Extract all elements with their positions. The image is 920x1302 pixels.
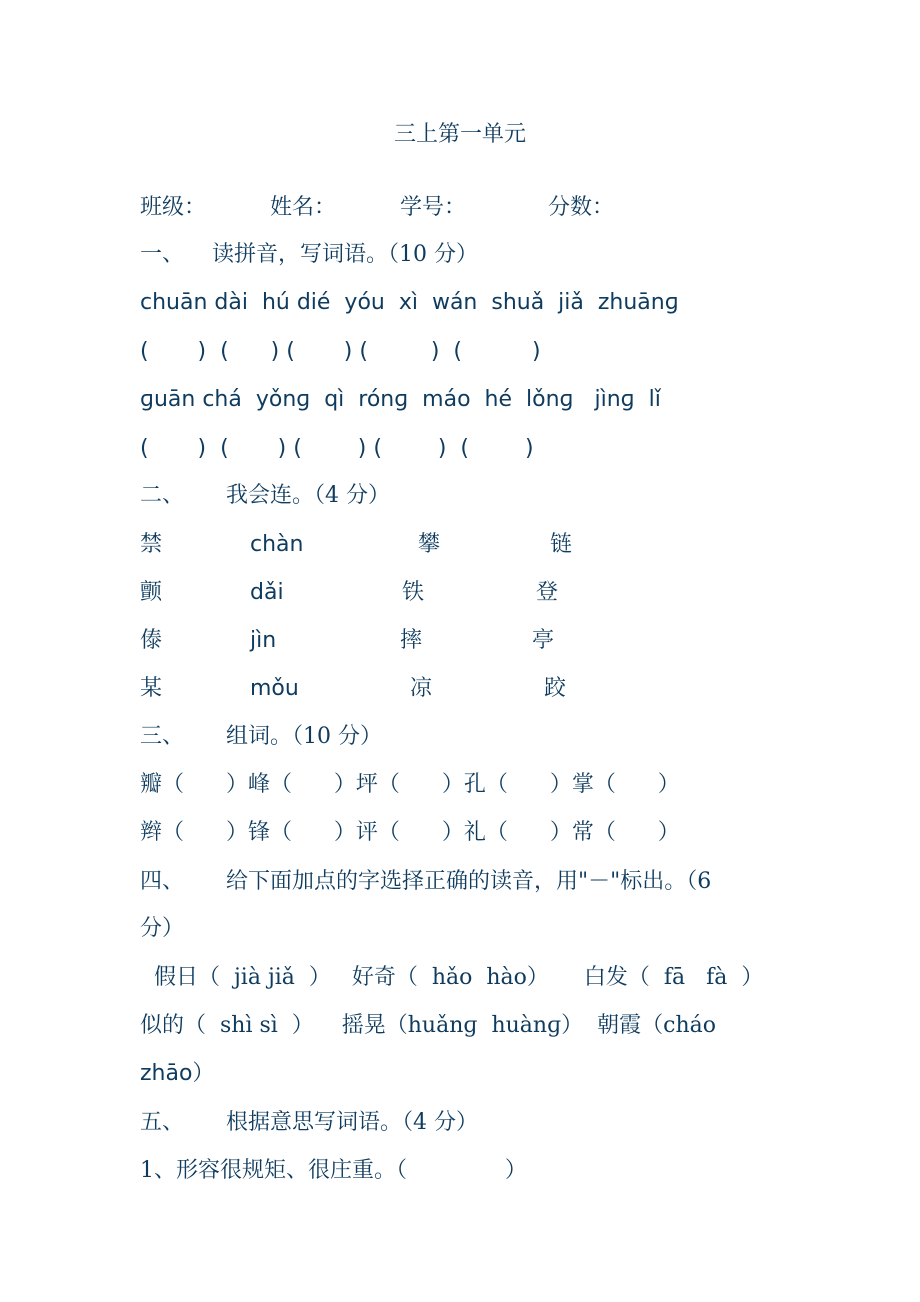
match-col4-item: 登 [536, 580, 559, 605]
id-label: 学号： [400, 195, 467, 220]
match-col3-item: 铁 [402, 580, 425, 605]
match-col3-item: 攀 [418, 532, 441, 557]
section4-row2: 似的（ shì sì ） 摇晃（huǎnɡ huànɡ） 朝霞（cháo [140, 1013, 716, 1038]
match-col2-item: dǎi [250, 580, 284, 605]
section4-row3: zhāo） [140, 1061, 215, 1086]
section4-row1: 假日（ jià jiǎ ） 好奇（ hǎo hào） 白发（ fā fà ） [140, 965, 764, 990]
match-col2-item: mǒu [250, 676, 299, 701]
match-col1-item: 某 [140, 676, 163, 701]
class-label: 班级： [140, 195, 207, 220]
match-col4-item: 跤 [544, 676, 567, 701]
section1-blanks-row1: ( ) ( ) ( ) ( ) ( ) [140, 339, 541, 364]
section5-item1: 1、形容很规矩、很庄重。（ ） [140, 1158, 527, 1183]
match-col1-item: 禁 [140, 532, 163, 557]
match-col4-item: 亭 [532, 628, 555, 653]
score-label: 分数： [548, 195, 615, 220]
match-col1-item: 傣 [140, 628, 163, 653]
section1-pinyin-row2: ɡuān chá yǒnɡ qì rónɡ máo hé lǒnɡ jìnɡ lǐ [140, 387, 661, 412]
match-col2-item: chàn [250, 532, 304, 557]
section1-heading: 一、 读拼音，写词语。（10 分） [140, 242, 478, 267]
match-col1-item: 颤 [140, 580, 163, 605]
match-col2-item: jìn [250, 628, 277, 653]
section2-heading: 二、 我会连。（4 分） [140, 483, 390, 508]
page-title: 三上第一单元 [393, 122, 526, 147]
name-label: 姓名： [270, 195, 337, 220]
section3-row2: 辫（ ）锋（ ）评（ ）礼（ ）常（ ） [140, 820, 680, 845]
match-col4-item: 链 [550, 532, 573, 557]
section3-heading: 三、 组词。（10 分） [140, 724, 382, 749]
match-col3-item: 凉 [410, 676, 433, 701]
section5-heading: 五、 根据意思写词语。（4 分） [140, 1110, 478, 1135]
section4-heading-line1: 四、 给下面加点的字选择正确的读音，用"－"标出。（6 [140, 869, 712, 894]
section1-pinyin-row1: chuān dài hú dié yóu xì wán shuǎ jiǎ zhuānɡ [140, 290, 679, 315]
section1-blanks-row2: ( ) ( ) ( ) ( ) ( ) [140, 436, 534, 461]
match-col3-item: 摔 [400, 628, 423, 653]
section4-heading-line2: 分） [140, 916, 185, 941]
section3-row1: 瓣（ ）峰（ ）坪（ ）孔（ ）掌（ ） [140, 772, 680, 797]
